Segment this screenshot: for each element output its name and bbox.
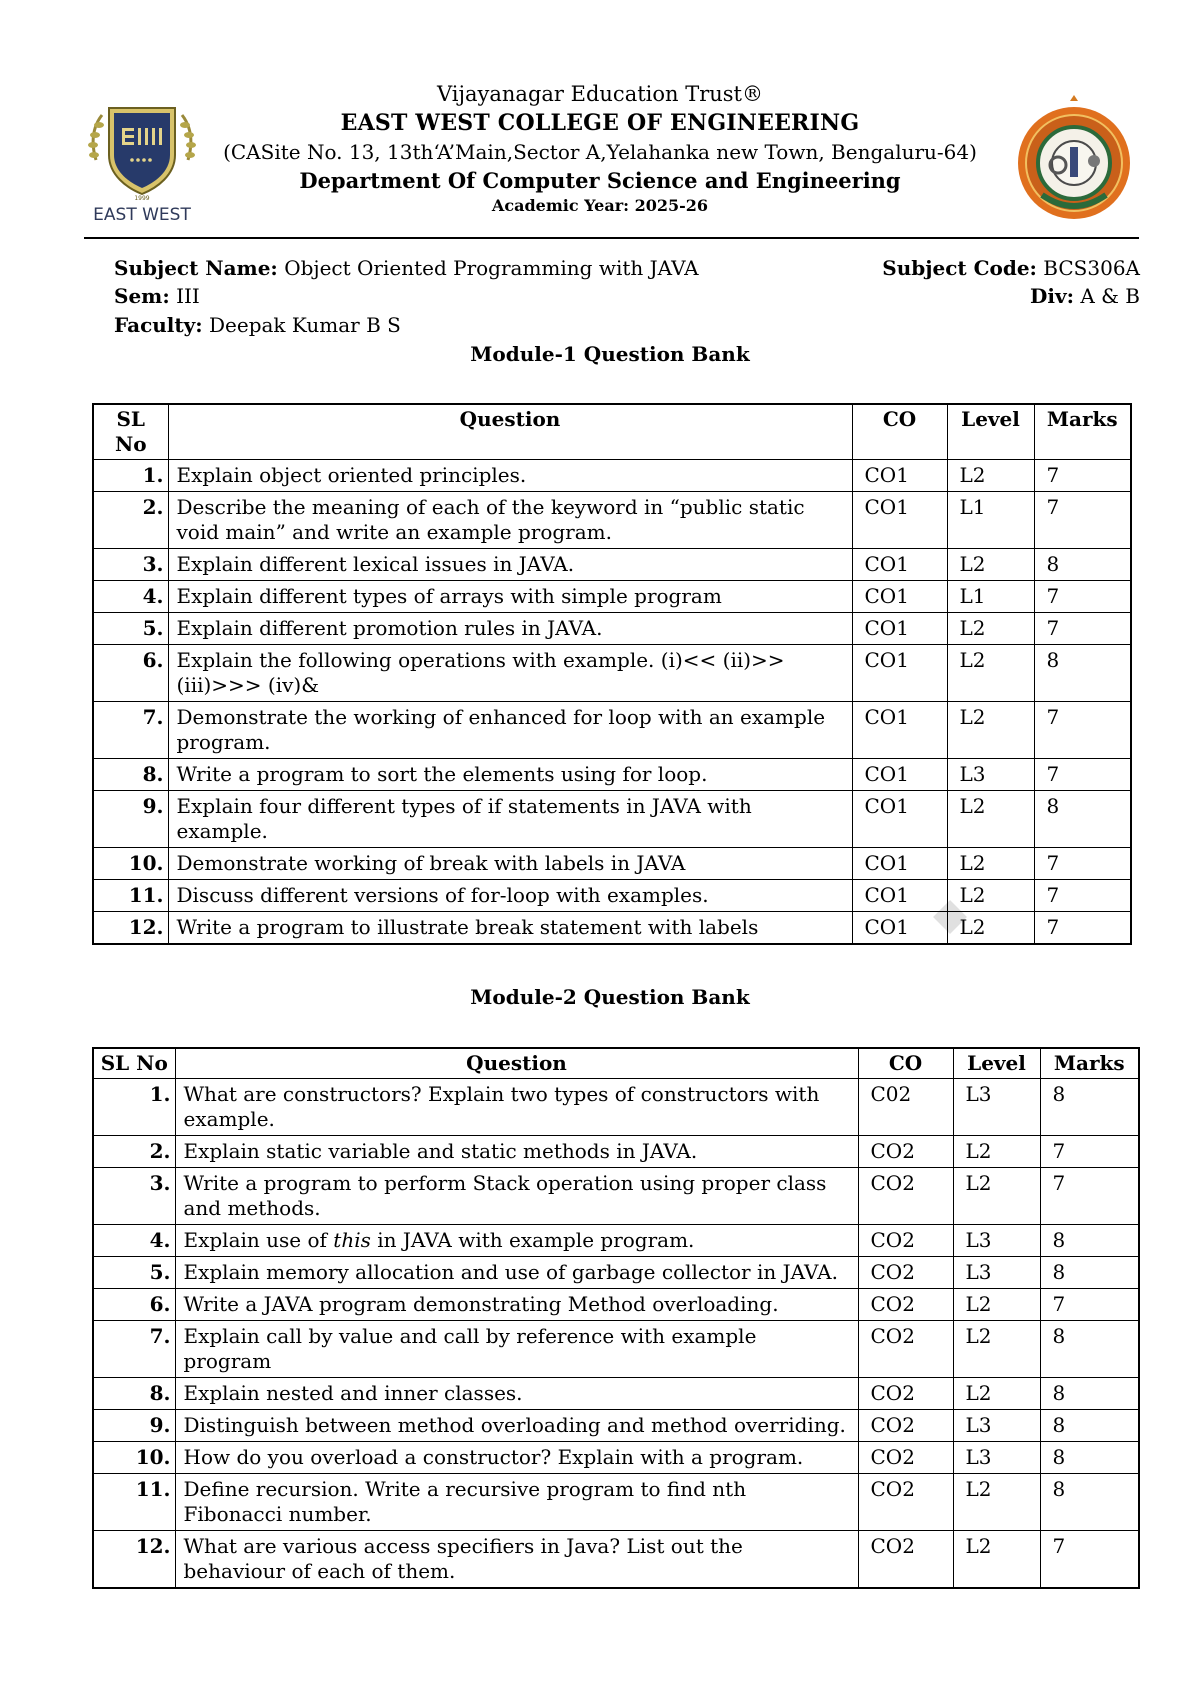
table-row xyxy=(93,549,1131,581)
question-cell: Demonstrate the working of enhanced for loop with an example program. xyxy=(168,702,852,759)
col-level-header: Level xyxy=(953,1048,1040,1079)
co-cell: CO1 xyxy=(852,645,947,702)
marks-cell: 7 xyxy=(1040,1531,1139,1589)
sl-cell: 10. xyxy=(93,848,168,880)
subject-name: Subject Name: Object Oriented Programming with JAVA xyxy=(114,256,699,280)
level-cell: L3 xyxy=(953,1079,1040,1136)
faculty: Faculty: Deepak Kumar B S xyxy=(114,313,401,337)
sl-cell: 5. xyxy=(93,613,168,645)
col-question-header: Question xyxy=(168,404,852,460)
semester: Sem: III xyxy=(114,284,200,308)
question-cell: Explain static variable and static methods in JAVA. xyxy=(175,1136,858,1168)
logo-year: 1999 xyxy=(134,195,150,202)
co-cell: CO2 xyxy=(858,1289,953,1321)
co-cell: CO2 xyxy=(858,1442,953,1474)
question-cell: What are constructors? Explain two types of constructors with example. xyxy=(175,1079,858,1136)
question-cell: Explain four different types of if statements in JAVA with example. xyxy=(168,791,852,848)
sl-cell: 4. xyxy=(93,1225,175,1257)
question-cell: What are various access specifiers in Java? List out the behaviour of each of them. xyxy=(175,1531,858,1589)
co-cell: CO1 xyxy=(852,759,947,791)
sl-cell: 12. xyxy=(93,1531,175,1589)
col-sl-header: SL No xyxy=(93,1048,175,1079)
module-2-question-table xyxy=(92,1047,1140,1589)
co-cell: CO1 xyxy=(852,492,947,549)
co-cell: CO1 xyxy=(852,549,947,581)
co-cell: CO1 xyxy=(852,912,947,945)
sl-cell: 2. xyxy=(93,492,168,549)
marks-cell: 8 xyxy=(1040,1474,1139,1531)
question-text: Explain use of xyxy=(183,1228,334,1252)
col-marks-header: Marks xyxy=(1040,1048,1139,1079)
marks-cell: 7 xyxy=(1034,912,1131,945)
table-row xyxy=(93,1136,1139,1168)
co-cell: CO2 xyxy=(858,1531,953,1589)
table-row xyxy=(93,791,1131,848)
sl-cell: 7. xyxy=(93,1321,175,1378)
level-cell: L2 xyxy=(947,549,1034,581)
co-cell: CO2 xyxy=(858,1474,953,1531)
level-cell: L2 xyxy=(947,791,1034,848)
question-cell: Write a program to sort the elements using for loop. xyxy=(168,759,852,791)
marks-cell: 8 xyxy=(1040,1079,1139,1136)
level-cell: L2 xyxy=(953,1136,1040,1168)
col-question-header: Question xyxy=(175,1048,858,1079)
table-row xyxy=(93,1474,1139,1531)
question-cell: Define recursion. Write a recursive program to find nth Fibonacci number. xyxy=(175,1474,858,1531)
header-divider xyxy=(84,237,1139,239)
table-row xyxy=(93,848,1131,880)
level-cell: L2 xyxy=(947,613,1034,645)
marks-cell: 8 xyxy=(1034,791,1131,848)
co-cell: CO2 xyxy=(858,1321,953,1378)
sl-cell: 10. xyxy=(93,1442,175,1474)
sl-cell: 5. xyxy=(93,1257,175,1289)
table-row xyxy=(93,702,1131,759)
co-cell: CO1 xyxy=(852,848,947,880)
subject-code: Subject Code: BCS306A xyxy=(882,256,1140,280)
level-cell: L2 xyxy=(953,1321,1040,1378)
semester-value: III xyxy=(176,284,200,308)
marks-cell: 7 xyxy=(1034,613,1131,645)
marks-cell: 7 xyxy=(1034,880,1131,912)
subject-name-value: Object Oriented Programming with JAVA xyxy=(284,256,699,280)
marks-cell: 8 xyxy=(1040,1378,1139,1410)
trust-name: Vijayanagar Education Trust® xyxy=(436,82,763,106)
col-co-header: CO xyxy=(858,1048,953,1079)
sl-cell: 4. xyxy=(93,581,168,613)
co-cell: CO1 xyxy=(852,613,947,645)
logo-text: EAST WEST xyxy=(93,205,191,225)
sl-cell: 8. xyxy=(93,1378,175,1410)
table-row xyxy=(93,1321,1139,1378)
marks-cell: 7 xyxy=(1034,702,1131,759)
division-value: A & B xyxy=(1080,284,1140,308)
marks-cell: 8 xyxy=(1040,1321,1139,1378)
marks-cell: 7 xyxy=(1034,460,1131,492)
page-header xyxy=(0,0,1200,230)
sl-cell: 1. xyxy=(93,1079,175,1136)
marks-cell: 8 xyxy=(1040,1442,1139,1474)
level-cell: L3 xyxy=(953,1410,1040,1442)
col-sl-header: SL No xyxy=(93,404,168,460)
question-cell: Distinguish between method overloading and method overriding. xyxy=(175,1410,858,1442)
sl-cell: 9. xyxy=(93,1410,175,1442)
marks-cell: 7 xyxy=(1034,581,1131,613)
faculty-value: Deepak Kumar B S xyxy=(208,313,401,337)
question-cell: Discuss different versions of for-loop with examples. xyxy=(168,880,852,912)
division: Div: A & B xyxy=(1030,284,1140,308)
table-header-row xyxy=(93,404,1131,460)
table-header-row xyxy=(93,1048,1139,1079)
level-cell: L2 xyxy=(953,1378,1040,1410)
level-cell: L2 xyxy=(947,460,1034,492)
question-cell: Explain the following operations with example. (i)<< (ii)>> (iii)>>> (iv)& xyxy=(168,645,852,702)
module-1-title: Module-1 Question Bank xyxy=(470,342,750,366)
module-2-title: Module-2 Question Bank xyxy=(470,985,750,1009)
table-row xyxy=(93,460,1131,492)
marks-cell: 8 xyxy=(1040,1257,1139,1289)
level-cell: L1 xyxy=(947,581,1034,613)
marks-cell: 7 xyxy=(1034,848,1131,880)
co-cell: CO2 xyxy=(858,1410,953,1442)
module-1-question-table xyxy=(92,403,1132,945)
table-row xyxy=(93,613,1131,645)
marks-cell: 7 xyxy=(1040,1168,1139,1225)
question-cell: Write a program to illustrate break statement with labels xyxy=(168,912,852,945)
level-cell: L2 xyxy=(953,1531,1040,1589)
co-cell: CO2 xyxy=(858,1136,953,1168)
subject-code-value: BCS306A xyxy=(1043,256,1140,280)
co-cell: CO1 xyxy=(852,702,947,759)
co-cell: CO2 xyxy=(858,1168,953,1225)
marks-cell: 8 xyxy=(1034,549,1131,581)
question-cell: Describe the meaning of each of the keyword in “public static void main” and write an example program. xyxy=(168,492,852,549)
marks-cell: 7 xyxy=(1034,759,1131,791)
question-cell: How do you overload a constructor? Explain with a program. xyxy=(175,1442,858,1474)
table-row xyxy=(93,1410,1139,1442)
table-row xyxy=(93,880,1131,912)
table-row xyxy=(93,1531,1139,1589)
table-row xyxy=(93,492,1131,549)
question-cell: Explain different types of arrays with simple program xyxy=(168,581,852,613)
level-cell: L2 xyxy=(953,1474,1040,1531)
marks-cell: 8 xyxy=(1034,645,1131,702)
co-cell: C02 xyxy=(858,1079,953,1136)
sl-cell: 11. xyxy=(93,1474,175,1531)
level-cell: L2 xyxy=(947,702,1034,759)
level-cell: L3 xyxy=(953,1225,1040,1257)
academic-year: Academic Year: 2025-26 xyxy=(491,196,709,215)
level-cell: L3 xyxy=(953,1442,1040,1474)
col-marks-header: Marks xyxy=(1034,404,1131,460)
col-level-header: Level xyxy=(947,404,1034,460)
col-co-header: CO xyxy=(852,404,947,460)
sl-cell: 8. xyxy=(93,759,168,791)
marks-cell: 8 xyxy=(1040,1410,1139,1442)
co-cell: CO1 xyxy=(852,880,947,912)
college-address: (CASite No. 13, 13th‘A’Main,Sector A,Yelahanka new Town, Bengaluru-64) xyxy=(223,140,977,164)
sl-cell: 2. xyxy=(93,1136,175,1168)
question-cell: Write a JAVA program demonstrating Method overloading. xyxy=(175,1289,858,1321)
question-text: in JAVA with example program. xyxy=(370,1228,695,1252)
department-name: Department Of Computer Science and Engineering xyxy=(299,168,901,193)
table-row xyxy=(93,1289,1139,1321)
college-name: EAST WEST COLLEGE OF ENGINEERING xyxy=(340,110,860,136)
marks-cell: 7 xyxy=(1040,1289,1139,1321)
table-row xyxy=(93,581,1131,613)
question-cell: Explain call by value and call by reference with example program xyxy=(175,1321,858,1378)
question-cell: Explain nested and inner classes. xyxy=(175,1378,858,1410)
level-cell: L1 xyxy=(947,492,1034,549)
university-emblem-icon xyxy=(1012,95,1137,220)
level-cell: L2 xyxy=(947,848,1034,880)
table-row xyxy=(93,1442,1139,1474)
co-cell: CO2 xyxy=(858,1378,953,1410)
question-cell xyxy=(175,1225,858,1257)
sl-cell: 3. xyxy=(93,549,168,581)
level-cell: L2 xyxy=(953,1168,1040,1225)
co-cell: CO1 xyxy=(852,460,947,492)
question-keyword: this xyxy=(333,1228,371,1252)
sl-cell: 9. xyxy=(93,791,168,848)
question-cell: Explain object oriented principles. xyxy=(168,460,852,492)
table-row xyxy=(93,645,1131,702)
marks-cell: 7 xyxy=(1034,492,1131,549)
table-row xyxy=(93,1378,1139,1410)
question-cell: Explain memory allocation and use of garbage collector in JAVA. xyxy=(175,1257,858,1289)
table-row xyxy=(93,912,1131,945)
question-cell: Demonstrate working of break with labels in JAVA xyxy=(168,848,852,880)
co-cell: CO1 xyxy=(852,791,947,848)
table-row xyxy=(93,759,1131,791)
question-cell: Explain different lexical issues in JAVA. xyxy=(168,549,852,581)
sl-cell: 6. xyxy=(93,1289,175,1321)
question-cell: Write a program to perform Stack operation using proper class and methods. xyxy=(175,1168,858,1225)
sl-cell: 3. xyxy=(93,1168,175,1225)
sl-cell: 6. xyxy=(93,645,168,702)
level-cell: L2 xyxy=(953,1289,1040,1321)
level-cell: L2 xyxy=(947,645,1034,702)
table-row xyxy=(93,1225,1139,1257)
marks-cell: 8 xyxy=(1040,1225,1139,1257)
co-cell: CO2 xyxy=(858,1257,953,1289)
table-row xyxy=(93,1168,1139,1225)
sl-cell: 7. xyxy=(93,702,168,759)
level-cell: L3 xyxy=(947,759,1034,791)
marks-cell: 7 xyxy=(1040,1136,1139,1168)
level-cell: L2 xyxy=(947,880,1034,912)
table-row xyxy=(93,1257,1139,1289)
sl-cell: 12. xyxy=(93,912,168,945)
question-cell: Explain different promotion rules in JAVA. xyxy=(168,613,852,645)
sl-cell: 1. xyxy=(93,460,168,492)
level-cell: L2 xyxy=(947,912,1034,945)
table-row xyxy=(93,1079,1139,1136)
co-cell: CO1 xyxy=(852,581,947,613)
co-cell: CO2 xyxy=(858,1225,953,1257)
level-cell: L3 xyxy=(953,1257,1040,1289)
sl-cell: 11. xyxy=(93,880,168,912)
